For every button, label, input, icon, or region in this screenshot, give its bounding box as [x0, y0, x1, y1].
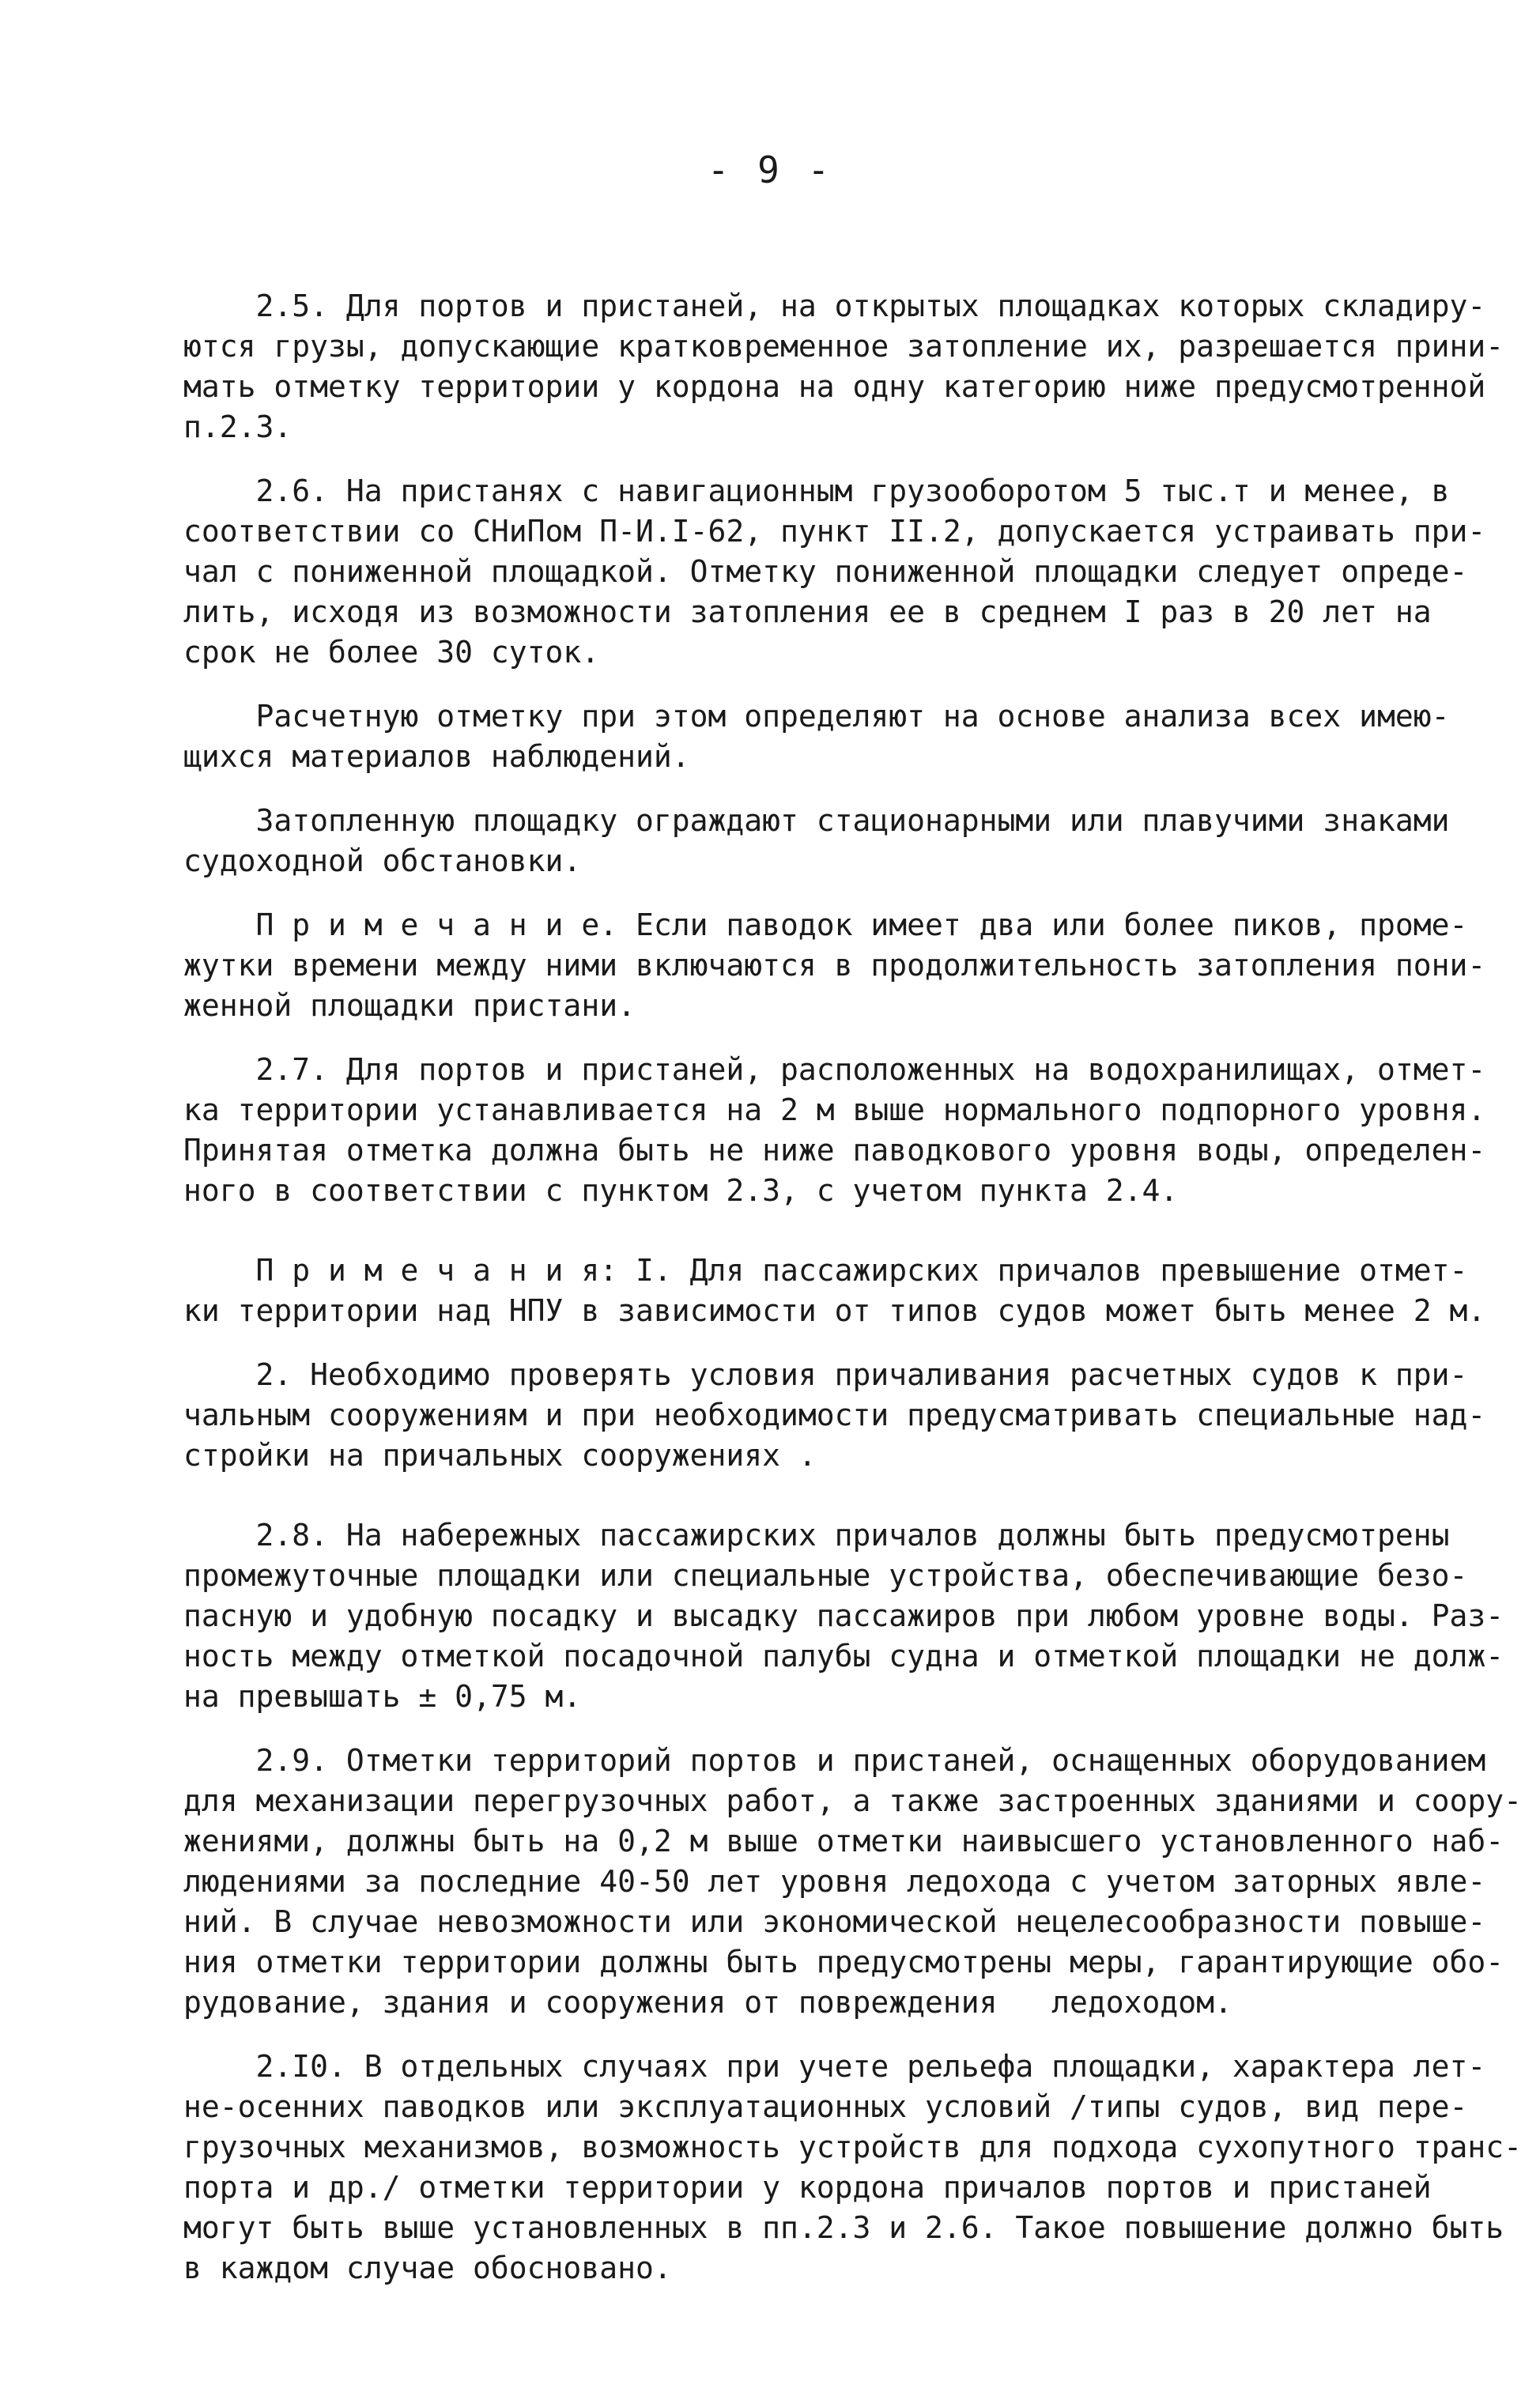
- text-line: ка территории устанавливается на 2 м выше нормального подпорного уровня.: [183, 1092, 1486, 1127]
- text-line: чальным сооружениям и при необходимости предусматривать специальные над-: [183, 1398, 1486, 1432]
- text-line: людениями за последние 40-50 лет уровня ледохода с учетом заторных явле-: [183, 1864, 1486, 1899]
- text-line: 2.7. Для портов и пристаней, расположенных на водохранилищах, отмет-: [183, 1052, 1486, 1087]
- text-line: промежуточные площадки или специальные устройства, обеспечивающие безо-: [183, 1558, 1468, 1593]
- text-line: 2.6. На пристанях с навигационным грузооборотом 5 тыс.т и менее, в: [183, 474, 1450, 508]
- text-line: на превышать ± 0,75 м.: [183, 1679, 582, 1714]
- text-line: порта и др./ отметки территории у кордона причалов портов и пристаней: [183, 2170, 1432, 2205]
- text-line: соответствии со СНиПом П-И.I-62, пункт II.2, допускается устраивать при-: [183, 514, 1486, 549]
- text-line: Затопленную площадку ограждают стационарными или плавучими знаками: [183, 803, 1450, 838]
- text-line: 2.I0. В отдельных случаях при учете рельефа площадки, характера лет-: [183, 2049, 1486, 2084]
- text-line: ки территории над НПУ в зависимости от типов судов может быть менее 2 м.: [183, 1293, 1486, 1328]
- text-line: жутки времени между ними включаются в продолжительность затопления пони-: [183, 948, 1486, 983]
- text-line: грузочных механизмов, возможность устройств для подхода сухопутного транс-: [183, 2130, 1522, 2164]
- text-line: женной площадки пристани.: [183, 988, 636, 1023]
- text-line: пасную и удобную посадку и высадку пассажиров при любом уровне воды. Раз-: [183, 1598, 1504, 1633]
- text-line: лить, исходя из возможности затопления ее в среднем I раз в 20 лет на: [183, 594, 1432, 629]
- text-line: не-осенних паводков или эксплуатационных условий /типы судов, вид пере-: [183, 2089, 1468, 2124]
- text-line: судоходной обстановки.: [183, 843, 582, 878]
- text-line: в каждом случае обосновано.: [183, 2251, 672, 2285]
- text-line: ность между отметкой посадочной палубы судна и отметкой площадки не долж-: [183, 1639, 1504, 1673]
- text-line: П р и м е ч а н и я: I. Для пассажирских причалов превышение отмет-: [183, 1253, 1468, 1288]
- text-line: Расчетную отметку при этом определяют на основе анализа всех имею-: [183, 699, 1450, 734]
- text-line: чал с пониженной площадкой. Отметку пониженной площадки следует опреде-: [183, 554, 1468, 589]
- text-line: 2.8. На набережных пассажирских причалов должны быть предусмотрены: [183, 1518, 1450, 1553]
- text-line: срок не более 30 суток.: [183, 635, 600, 670]
- text-line: щихся материалов наблюдений.: [183, 739, 690, 774]
- document-body: [183, 286, 1522, 2289]
- text-line: ний. В случае невозможности или экономической нецелесообразности повыше-: [183, 1904, 1486, 1939]
- text-line: П р и м е ч а н и е. Если паводок имеет два или более пиков, проме-: [183, 907, 1468, 942]
- text-line: Принятая отметка должна быть не ниже паводкового уровня воды, определен-: [183, 1133, 1486, 1168]
- text-line: п.2.3.: [183, 409, 293, 444]
- text-line: жениями, должны быть на 0,2 м выше отметки наивысшего установленного наб-: [183, 1824, 1504, 1858]
- text-line: ния отметки территории должны быть предусмотрены меры, гарантирующие обо-: [183, 1945, 1504, 1979]
- text-line: 2.5. Для портов и пристаней, на открытых площадках которых складиру-: [183, 289, 1486, 323]
- text-line: 2.9. Отметки территорий портов и пристаней, оснащенных оборудованием: [183, 1743, 1486, 1778]
- text-line: ются грузы, допускающие кратковременное затопление их, разрешается прини-: [183, 329, 1504, 364]
- text-line: могут быть выше установленных в пп.2.3 и 2.6. Такое повышение должно быть: [183, 2210, 1504, 2245]
- text-line: 2. Необходимо проверять условия причаливания расчетных судов к при-: [183, 1357, 1468, 1392]
- text-line: ного в соответствии с пунктом 2.3, с учетом пункта 2.4.: [183, 1173, 1179, 1208]
- text-line: рудование, здания и сооружения от повреждения ледоходом.: [183, 1985, 1232, 2020]
- text-line: стройки на причальных сооружениях .: [183, 1438, 817, 1473]
- text-line: для механизации перегрузочных работ, а также застроенных зданиями и соору-: [183, 1783, 1522, 1818]
- text-line: мать отметку территории у кордона на одну категорию ниже предусмотренной: [183, 369, 1486, 404]
- page-number: - 9 -: [707, 149, 833, 191]
